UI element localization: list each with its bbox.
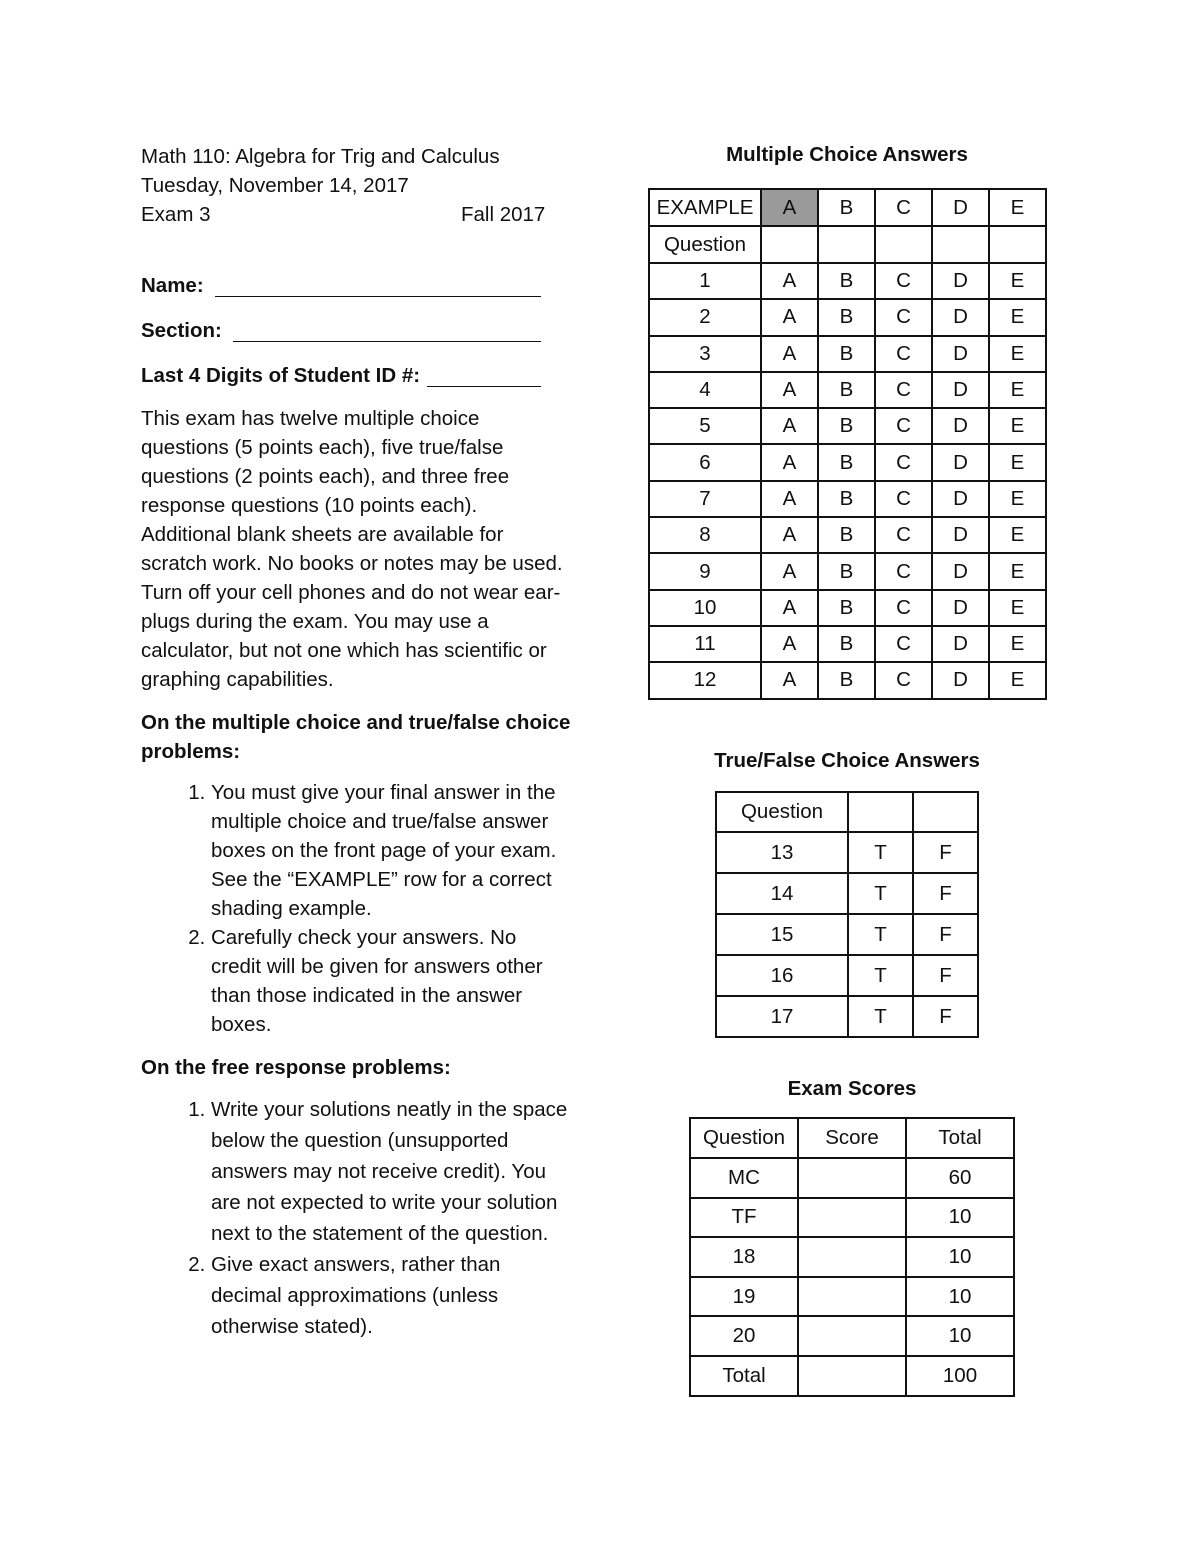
- student-id-input-line[interactable]: [427, 386, 541, 387]
- table-row: [649, 444, 1046, 480]
- left-column: [141, 142, 571, 1342]
- mc-tf-heading: On the multiple choice and true/false choice problems:: [141, 711, 571, 763]
- tf-header-row: [716, 792, 978, 832]
- table-row: [649, 336, 1046, 372]
- blank-cell: [913, 792, 978, 832]
- answer-choice-c[interactable]: C: [875, 263, 932, 299]
- question-number: 16: [716, 955, 848, 996]
- fr-heading: On the free response problems:: [141, 1056, 451, 1079]
- answer-choice-a[interactable]: A: [761, 553, 818, 589]
- answer-choice-c[interactable]: C: [875, 481, 932, 517]
- answer-choice-f[interactable]: F: [913, 996, 978, 1037]
- question-number: 10: [649, 590, 761, 626]
- exam-term: Fall 2017: [461, 203, 546, 226]
- example-choice-c: C: [875, 189, 932, 226]
- answer-choice-a[interactable]: A: [761, 481, 818, 517]
- table-row: [690, 1316, 1014, 1356]
- answer-choice-b[interactable]: B: [818, 662, 875, 698]
- answer-choice-a[interactable]: A: [761, 590, 818, 626]
- answer-choice-e[interactable]: E: [989, 517, 1046, 553]
- table-row: [649, 626, 1046, 662]
- answer-choice-b[interactable]: B: [818, 626, 875, 662]
- answer-choice-d[interactable]: D: [932, 481, 989, 517]
- score-question: 19: [690, 1277, 798, 1317]
- example-choice-e: E: [989, 189, 1046, 226]
- answer-choice-a[interactable]: A: [761, 408, 818, 444]
- blank-cell: [761, 226, 818, 263]
- score-question: TF: [690, 1198, 798, 1238]
- question-number: 12: [649, 662, 761, 698]
- answer-choice-e[interactable]: E: [989, 553, 1046, 589]
- name-field: [141, 271, 571, 300]
- question-number: 4: [649, 372, 761, 408]
- table-row: [649, 553, 1046, 589]
- answer-choice-f[interactable]: F: [913, 832, 978, 873]
- student-id-label: Last 4 Digits of Student ID #:: [141, 364, 421, 387]
- table-row: [649, 299, 1046, 335]
- tf-answer-table: [715, 791, 979, 1038]
- score-question: 20: [690, 1316, 798, 1356]
- example-row: [649, 189, 1046, 226]
- score-cell[interactable]: [798, 1316, 906, 1356]
- table-row: [649, 590, 1046, 626]
- table-row: [716, 832, 978, 873]
- exam-number-line: [141, 200, 571, 229]
- answer-choice-a[interactable]: A: [761, 517, 818, 553]
- question-number: 6: [649, 444, 761, 480]
- answer-choice-d[interactable]: D: [932, 517, 989, 553]
- mc-tf-instructions: [141, 778, 571, 1039]
- scores-header-score: Score: [798, 1118, 906, 1158]
- answer-choice-b[interactable]: B: [818, 336, 875, 372]
- section-label: Section:: [141, 319, 222, 342]
- answer-choice-b[interactable]: B: [818, 444, 875, 480]
- answer-choice-d[interactable]: D: [932, 626, 989, 662]
- answer-choice-f[interactable]: F: [913, 873, 978, 914]
- answer-choice-d[interactable]: D: [932, 553, 989, 589]
- score-total: 10: [906, 1198, 1014, 1238]
- table-row: [690, 1198, 1014, 1238]
- answer-choice-b[interactable]: B: [818, 299, 875, 335]
- score-cell[interactable]: [798, 1237, 906, 1277]
- table-row: [716, 873, 978, 914]
- table-row: [716, 914, 978, 955]
- scores-total-value: 100: [906, 1356, 1014, 1396]
- answer-choice-a[interactable]: A: [761, 626, 818, 662]
- answer-choice-e[interactable]: E: [989, 336, 1046, 372]
- answer-choice-c[interactable]: C: [875, 299, 932, 335]
- answer-choice-f[interactable]: F: [913, 955, 978, 996]
- question-number: 14: [716, 873, 848, 914]
- answer-choice-d[interactable]: D: [932, 662, 989, 698]
- example-choice-b: B: [818, 189, 875, 226]
- table-row: [649, 481, 1046, 517]
- answer-choice-e[interactable]: E: [989, 662, 1046, 698]
- list-item: 1. Write your solutions neatly in the space below the question (unsupported answers may not receive credit). You are not expected to write your solution next to the statement of the question.: [211, 1094, 571, 1249]
- tf-question-header: Question: [716, 792, 848, 832]
- score-question: 18: [690, 1237, 798, 1277]
- answer-choice-c[interactable]: C: [875, 553, 932, 589]
- scores-header-question: Question: [690, 1118, 798, 1158]
- example-choice-d: D: [932, 189, 989, 226]
- mc-question-rows: [649, 263, 1046, 699]
- answer-choice-d[interactable]: D: [932, 299, 989, 335]
- answer-choice-c[interactable]: C: [875, 662, 932, 698]
- example-label: EXAMPLE: [649, 189, 761, 226]
- answer-choice-t[interactable]: T: [848, 914, 913, 955]
- score-cell[interactable]: [798, 1277, 906, 1317]
- answer-choice-d[interactable]: D: [932, 336, 989, 372]
- scores-rows: [690, 1158, 1014, 1356]
- score-cell[interactable]: [798, 1198, 906, 1238]
- scores-total-row: [690, 1356, 1014, 1396]
- mc-title: Multiple Choice Answers: [726, 143, 968, 166]
- blank-cell: [818, 226, 875, 263]
- answer-choice-e[interactable]: E: [989, 481, 1046, 517]
- answer-choice-b[interactable]: B: [818, 408, 875, 444]
- answer-choice-t[interactable]: T: [848, 955, 913, 996]
- answer-choice-a[interactable]: A: [761, 336, 818, 372]
- scores-header-total: Total: [906, 1118, 1014, 1158]
- exam-date: Tuesday, November 14, 2017: [141, 174, 409, 197]
- mc-question-header: Question: [649, 226, 761, 263]
- answer-choice-t[interactable]: T: [848, 832, 913, 873]
- blank-cell: [932, 226, 989, 263]
- list-item: 2. Give exact answers, rather than decimal approximations (unless otherwise stated).: [211, 1249, 571, 1342]
- answer-choice-b[interactable]: B: [818, 263, 875, 299]
- answer-choice-c[interactable]: C: [875, 444, 932, 480]
- table-row: [690, 1277, 1014, 1317]
- question-number: 17: [716, 996, 848, 1037]
- answer-choice-e[interactable]: E: [989, 263, 1046, 299]
- fr-instructions: [141, 1094, 571, 1342]
- question-number: 8: [649, 517, 761, 553]
- name-input-line[interactable]: [215, 296, 541, 297]
- question-number: 9: [649, 553, 761, 589]
- answer-choice-c[interactable]: C: [875, 626, 932, 662]
- table-row: [649, 263, 1046, 299]
- intro-paragraph: This exam has twelve multiple choice questions (5 points each), five true/false questions (2 points each), and three free response questions (10 points each). Additional blank sheets are available for scratch work. No books or notes may be used. Turn off your cell phones and do not wear ear-plugs during the exam. You may use a calculator, but not one which has scientific or graphing capabilities.: [141, 407, 563, 691]
- tf-question-rows: [716, 832, 978, 1037]
- answer-choice-t[interactable]: T: [848, 996, 913, 1037]
- blank-cell: [875, 226, 932, 263]
- answer-choice-c[interactable]: C: [875, 336, 932, 372]
- answer-choice-d[interactable]: D: [932, 372, 989, 408]
- answer-choice-e[interactable]: E: [989, 372, 1046, 408]
- answer-choice-d[interactable]: D: [932, 408, 989, 444]
- answer-choice-d[interactable]: D: [932, 590, 989, 626]
- exam-number: Exam 3: [141, 203, 211, 226]
- answer-choice-b[interactable]: B: [818, 590, 875, 626]
- score-total: 10: [906, 1237, 1014, 1277]
- table-row: [716, 955, 978, 996]
- scores-title: Exam Scores: [787, 1077, 917, 1100]
- table-row: [649, 517, 1046, 553]
- question-number: 13: [716, 832, 848, 873]
- answer-choice-b[interactable]: B: [818, 553, 875, 589]
- answer-choice-d[interactable]: D: [932, 263, 989, 299]
- scores-table: [689, 1117, 1015, 1397]
- scores-total-score: [798, 1356, 906, 1396]
- question-number: 7: [649, 481, 761, 517]
- answer-choice-e[interactable]: E: [989, 299, 1046, 335]
- blank-cell: [989, 226, 1046, 263]
- answer-choice-b[interactable]: B: [818, 372, 875, 408]
- answer-choice-f[interactable]: F: [913, 914, 978, 955]
- mc-header-row: [649, 226, 1046, 263]
- answer-choice-e[interactable]: E: [989, 408, 1046, 444]
- mc-answer-table: [648, 188, 1047, 700]
- question-number: 11: [649, 626, 761, 662]
- example-choice-a-shaded: A: [761, 189, 818, 226]
- score-total: 10: [906, 1277, 1014, 1317]
- table-row: [716, 996, 978, 1037]
- answer-choice-c[interactable]: C: [875, 517, 932, 553]
- answer-choice-b[interactable]: B: [818, 481, 875, 517]
- blank-cell: [848, 792, 913, 832]
- section-input-line[interactable]: [233, 341, 541, 342]
- answer-choice-a[interactable]: A: [761, 263, 818, 299]
- student-id-field: [141, 361, 571, 390]
- name-label: Name:: [141, 274, 204, 297]
- answer-choice-d[interactable]: D: [932, 444, 989, 480]
- question-number: 5: [649, 408, 761, 444]
- question-number: 1: [649, 263, 761, 299]
- answer-choice-a[interactable]: A: [761, 299, 818, 335]
- question-number: 2: [649, 299, 761, 335]
- answer-choice-e[interactable]: E: [989, 626, 1046, 662]
- answer-choice-t[interactable]: T: [848, 873, 913, 914]
- score-total: 10: [906, 1316, 1014, 1356]
- question-number: 3: [649, 336, 761, 372]
- table-row: [649, 372, 1046, 408]
- table-row: [649, 408, 1046, 444]
- answer-choice-a[interactable]: A: [761, 444, 818, 480]
- list-item: 2. Carefully check your answers. No credit will be given for answers other than those indicated in the answer boxes.: [211, 923, 571, 1039]
- answer-choice-c[interactable]: C: [875, 372, 932, 408]
- answer-choice-a[interactable]: A: [761, 372, 818, 408]
- list-item: 1. You must give your final answer in the multiple choice and true/false answer boxes on the front page of your exam. See the “EXAMPLE” row for a correct shading example.: [211, 778, 571, 923]
- answer-choice-a[interactable]: A: [761, 662, 818, 698]
- answer-choice-b[interactable]: B: [818, 517, 875, 553]
- tf-title: True/False Choice Answers: [714, 749, 980, 772]
- answer-choice-e[interactable]: E: [989, 444, 1046, 480]
- score-question: MC: [690, 1158, 798, 1198]
- score-cell[interactable]: [798, 1158, 906, 1198]
- scores-header-row: [690, 1118, 1014, 1158]
- score-total: 60: [906, 1158, 1014, 1198]
- table-row: [690, 1237, 1014, 1277]
- question-number: 15: [716, 914, 848, 955]
- course-title: Math 110: Algebra for Trig and Calculus: [141, 145, 500, 168]
- scores-total-label: Total: [690, 1356, 798, 1396]
- answer-choice-c[interactable]: C: [875, 408, 932, 444]
- table-row: [690, 1158, 1014, 1198]
- answer-choice-e[interactable]: E: [989, 590, 1046, 626]
- answer-choice-c[interactable]: C: [875, 590, 932, 626]
- section-field: [141, 316, 571, 345]
- table-row: [649, 662, 1046, 698]
